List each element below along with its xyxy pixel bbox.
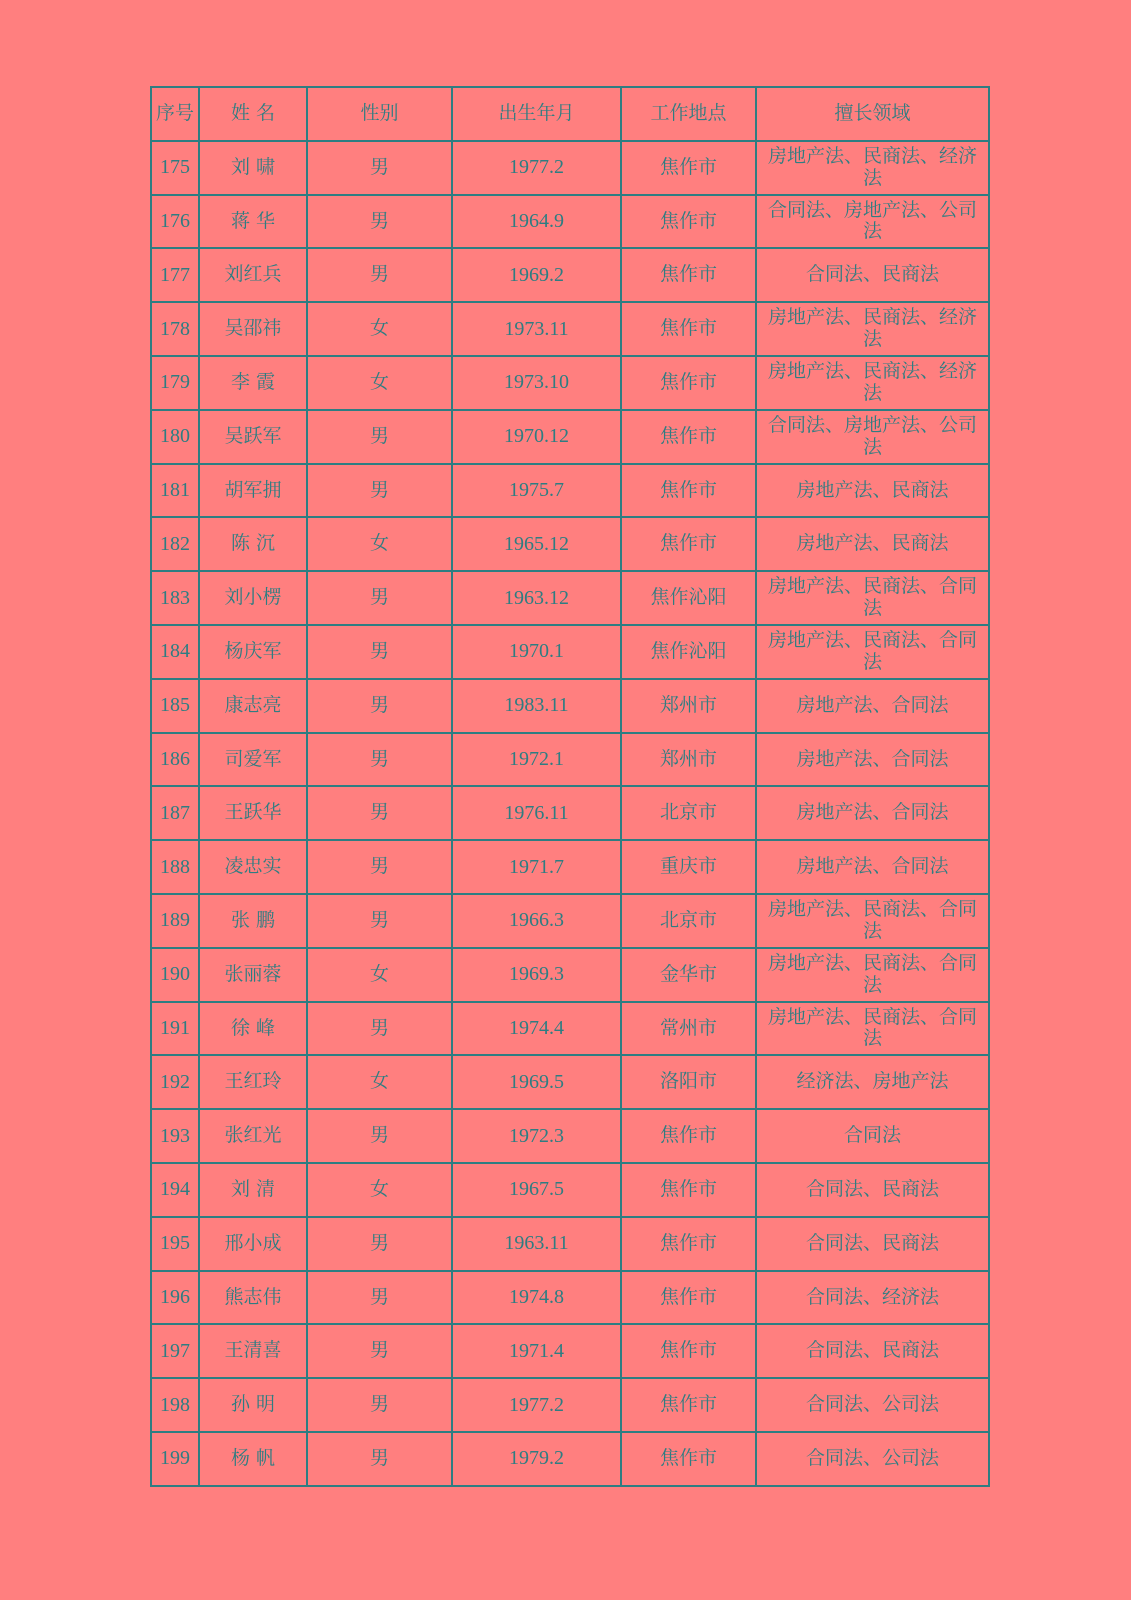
gender-cell: 男	[307, 679, 452, 733]
name-cell: 王清喜	[199, 1324, 307, 1378]
index-cell: 176	[151, 195, 199, 249]
gender-cell: 男	[307, 1271, 452, 1325]
name-cell: 吴邵祎	[199, 302, 307, 356]
location-cell: 焦作沁阳	[621, 625, 756, 679]
table-row	[151, 195, 989, 249]
birth-cell: 1972.3	[452, 1109, 621, 1163]
name-cell: 司爱军	[199, 733, 307, 787]
header-index: 序号	[151, 87, 199, 141]
name-cell: 王跃华	[199, 786, 307, 840]
birth-cell: 1969.2	[452, 248, 621, 302]
table-row	[151, 786, 989, 840]
specialty-cell: 合同法、民商法	[756, 1163, 989, 1217]
specialty-cell: 房地产法、民商法	[756, 517, 989, 571]
table-row	[151, 464, 989, 518]
birth-cell: 1964.9	[452, 195, 621, 249]
table-row	[151, 840, 989, 894]
gender-cell: 男	[307, 1432, 452, 1486]
table-row	[151, 679, 989, 733]
index-cell: 177	[151, 248, 199, 302]
table-row	[151, 625, 989, 679]
location-cell: 焦作市	[621, 1378, 756, 1432]
name-cell: 杨 帆	[199, 1432, 307, 1486]
index-cell: 182	[151, 517, 199, 571]
birth-cell: 1979.2	[452, 1432, 621, 1486]
index-cell: 183	[151, 571, 199, 625]
birth-cell: 1966.3	[452, 894, 621, 948]
header-name: 姓 名	[199, 87, 307, 141]
gender-cell: 男	[307, 733, 452, 787]
gender-cell: 男	[307, 248, 452, 302]
gender-cell: 女	[307, 1163, 452, 1217]
table-row	[151, 733, 989, 787]
location-cell: 焦作市	[621, 1163, 756, 1217]
name-cell: 刘 啸	[199, 141, 307, 195]
gender-cell: 男	[307, 894, 452, 948]
index-cell: 191	[151, 1002, 199, 1056]
name-cell: 蒋 华	[199, 195, 307, 249]
table-row	[151, 1055, 989, 1109]
name-cell: 王红玲	[199, 1055, 307, 1109]
index-cell: 198	[151, 1378, 199, 1432]
index-cell: 195	[151, 1217, 199, 1271]
name-cell: 张丽蓉	[199, 948, 307, 1002]
birth-cell: 1975.7	[452, 464, 621, 518]
index-cell: 197	[151, 1324, 199, 1378]
specialty-cell: 房地产法、民商法、经济法	[756, 356, 989, 410]
table-body	[151, 141, 989, 1486]
location-cell: 焦作市	[621, 1217, 756, 1271]
table-row	[151, 248, 989, 302]
table-header-row	[151, 87, 989, 141]
location-cell: 焦作市	[621, 517, 756, 571]
location-cell: 重庆市	[621, 840, 756, 894]
specialty-cell: 房地产法、民商法、合同法	[756, 894, 989, 948]
name-cell: 刘红兵	[199, 248, 307, 302]
name-cell: 刘小楞	[199, 571, 307, 625]
name-cell: 邢小成	[199, 1217, 307, 1271]
index-cell: 190	[151, 948, 199, 1002]
name-cell: 康志亮	[199, 679, 307, 733]
name-cell: 徐 峰	[199, 1002, 307, 1056]
index-cell: 186	[151, 733, 199, 787]
specialty-cell: 房地产法、民商法	[756, 464, 989, 518]
index-cell: 194	[151, 1163, 199, 1217]
lawyer-table	[150, 86, 990, 1487]
gender-cell: 女	[307, 517, 452, 571]
birth-cell: 1969.3	[452, 948, 621, 1002]
gender-cell: 男	[307, 1109, 452, 1163]
header-location: 工作地点	[621, 87, 756, 141]
specialty-cell: 房地产法、民商法、经济法	[756, 141, 989, 195]
birth-cell: 1983.11	[452, 679, 621, 733]
location-cell: 北京市	[621, 786, 756, 840]
birth-cell: 1969.5	[452, 1055, 621, 1109]
index-cell: 175	[151, 141, 199, 195]
table-row	[151, 410, 989, 464]
index-cell: 181	[151, 464, 199, 518]
index-cell: 196	[151, 1271, 199, 1325]
gender-cell: 男	[307, 840, 452, 894]
specialty-cell: 房地产法、合同法	[756, 679, 989, 733]
birth-cell: 1965.12	[452, 517, 621, 571]
table-row	[151, 141, 989, 195]
birth-cell: 1974.8	[452, 1271, 621, 1325]
location-cell: 焦作市	[621, 1432, 756, 1486]
name-cell: 李 霞	[199, 356, 307, 410]
table-row	[151, 1271, 989, 1325]
location-cell: 焦作市	[621, 1109, 756, 1163]
name-cell: 张红光	[199, 1109, 307, 1163]
location-cell: 郑州市	[621, 733, 756, 787]
gender-cell: 男	[307, 464, 452, 518]
location-cell: 焦作市	[621, 141, 756, 195]
specialty-cell: 经济法、房地产法	[756, 1055, 989, 1109]
table-row	[151, 1217, 989, 1271]
table-row	[151, 1163, 989, 1217]
gender-cell: 男	[307, 625, 452, 679]
birth-cell: 1963.11	[452, 1217, 621, 1271]
location-cell: 常州市	[621, 1002, 756, 1056]
specialty-cell: 合同法、民商法	[756, 1217, 989, 1271]
birth-cell: 1976.11	[452, 786, 621, 840]
location-cell: 焦作市	[621, 410, 756, 464]
birth-cell: 1971.7	[452, 840, 621, 894]
specialty-cell: 合同法、公司法	[756, 1432, 989, 1486]
index-cell: 180	[151, 410, 199, 464]
index-cell: 187	[151, 786, 199, 840]
index-cell: 179	[151, 356, 199, 410]
location-cell: 焦作市	[621, 195, 756, 249]
name-cell: 杨庆军	[199, 625, 307, 679]
specialty-cell: 合同法、房地产法、公司法	[756, 195, 989, 249]
birth-cell: 1971.4	[452, 1324, 621, 1378]
location-cell: 焦作市	[621, 1324, 756, 1378]
birth-cell: 1970.1	[452, 625, 621, 679]
gender-cell: 男	[307, 410, 452, 464]
location-cell: 焦作市	[621, 248, 756, 302]
location-cell: 焦作沁阳	[621, 571, 756, 625]
gender-cell: 女	[307, 1055, 452, 1109]
gender-cell: 女	[307, 302, 452, 356]
birth-cell: 1974.4	[452, 1002, 621, 1056]
specialty-cell: 房地产法、合同法	[756, 840, 989, 894]
index-cell: 199	[151, 1432, 199, 1486]
specialty-cell: 合同法、经济法	[756, 1271, 989, 1325]
specialty-cell: 合同法	[756, 1109, 989, 1163]
birth-cell: 1972.1	[452, 733, 621, 787]
location-cell: 郑州市	[621, 679, 756, 733]
index-cell: 189	[151, 894, 199, 948]
specialty-cell: 合同法、公司法	[756, 1378, 989, 1432]
header-specialty: 擅长领域	[756, 87, 989, 141]
location-cell: 焦作市	[621, 1271, 756, 1325]
table-row	[151, 1324, 989, 1378]
index-cell: 184	[151, 625, 199, 679]
location-cell: 洛阳市	[621, 1055, 756, 1109]
index-cell: 188	[151, 840, 199, 894]
name-cell: 刘 清	[199, 1163, 307, 1217]
name-cell: 陈 沉	[199, 517, 307, 571]
name-cell: 孙 明	[199, 1378, 307, 1432]
location-cell: 焦作市	[621, 356, 756, 410]
location-cell: 焦作市	[621, 464, 756, 518]
specialty-cell: 合同法、民商法	[756, 248, 989, 302]
birth-cell: 1967.5	[452, 1163, 621, 1217]
name-cell: 熊志伟	[199, 1271, 307, 1325]
birth-cell: 1973.10	[452, 356, 621, 410]
specialty-cell: 房地产法、民商法、合同法	[756, 571, 989, 625]
specialty-cell: 房地产法、民商法、合同法	[756, 1002, 989, 1056]
header-birth: 出生年月	[452, 87, 621, 141]
table-row	[151, 517, 989, 571]
specialty-cell: 房地产法、民商法、经济法	[756, 302, 989, 356]
gender-cell: 男	[307, 786, 452, 840]
birth-cell: 1977.2	[452, 141, 621, 195]
table-row	[151, 302, 989, 356]
specialty-cell: 合同法、房地产法、公司法	[756, 410, 989, 464]
gender-cell: 男	[307, 1217, 452, 1271]
gender-cell: 男	[307, 571, 452, 625]
table-row	[151, 1109, 989, 1163]
gender-cell: 男	[307, 1002, 452, 1056]
location-cell: 金华市	[621, 948, 756, 1002]
index-cell: 178	[151, 302, 199, 356]
index-cell: 185	[151, 679, 199, 733]
birth-cell: 1973.11	[452, 302, 621, 356]
gender-cell: 女	[307, 948, 452, 1002]
gender-cell: 男	[307, 141, 452, 195]
birth-cell: 1970.12	[452, 410, 621, 464]
table-row	[151, 894, 989, 948]
name-cell: 吴跃军	[199, 410, 307, 464]
specialty-cell: 房地产法、合同法	[756, 786, 989, 840]
index-cell: 193	[151, 1109, 199, 1163]
table-row	[151, 948, 989, 1002]
specialty-cell: 合同法、民商法	[756, 1324, 989, 1378]
birth-cell: 1963.12	[452, 571, 621, 625]
gender-cell: 男	[307, 1378, 452, 1432]
table-row	[151, 1378, 989, 1432]
table-row	[151, 1432, 989, 1486]
specialty-cell: 房地产法、合同法	[756, 733, 989, 787]
specialty-cell: 房地产法、民商法、合同法	[756, 948, 989, 1002]
gender-cell: 男	[307, 1324, 452, 1378]
name-cell: 胡军拥	[199, 464, 307, 518]
specialty-cell: 房地产法、民商法、合同法	[756, 625, 989, 679]
location-cell: 焦作市	[621, 302, 756, 356]
index-cell: 192	[151, 1055, 199, 1109]
name-cell: 张 鹏	[199, 894, 307, 948]
table-row	[151, 1002, 989, 1056]
table-row	[151, 571, 989, 625]
gender-cell: 女	[307, 356, 452, 410]
gender-cell: 男	[307, 195, 452, 249]
birth-cell: 1977.2	[452, 1378, 621, 1432]
header-gender: 性别	[307, 87, 452, 141]
name-cell: 凌忠实	[199, 840, 307, 894]
table-row	[151, 356, 989, 410]
location-cell: 北京市	[621, 894, 756, 948]
